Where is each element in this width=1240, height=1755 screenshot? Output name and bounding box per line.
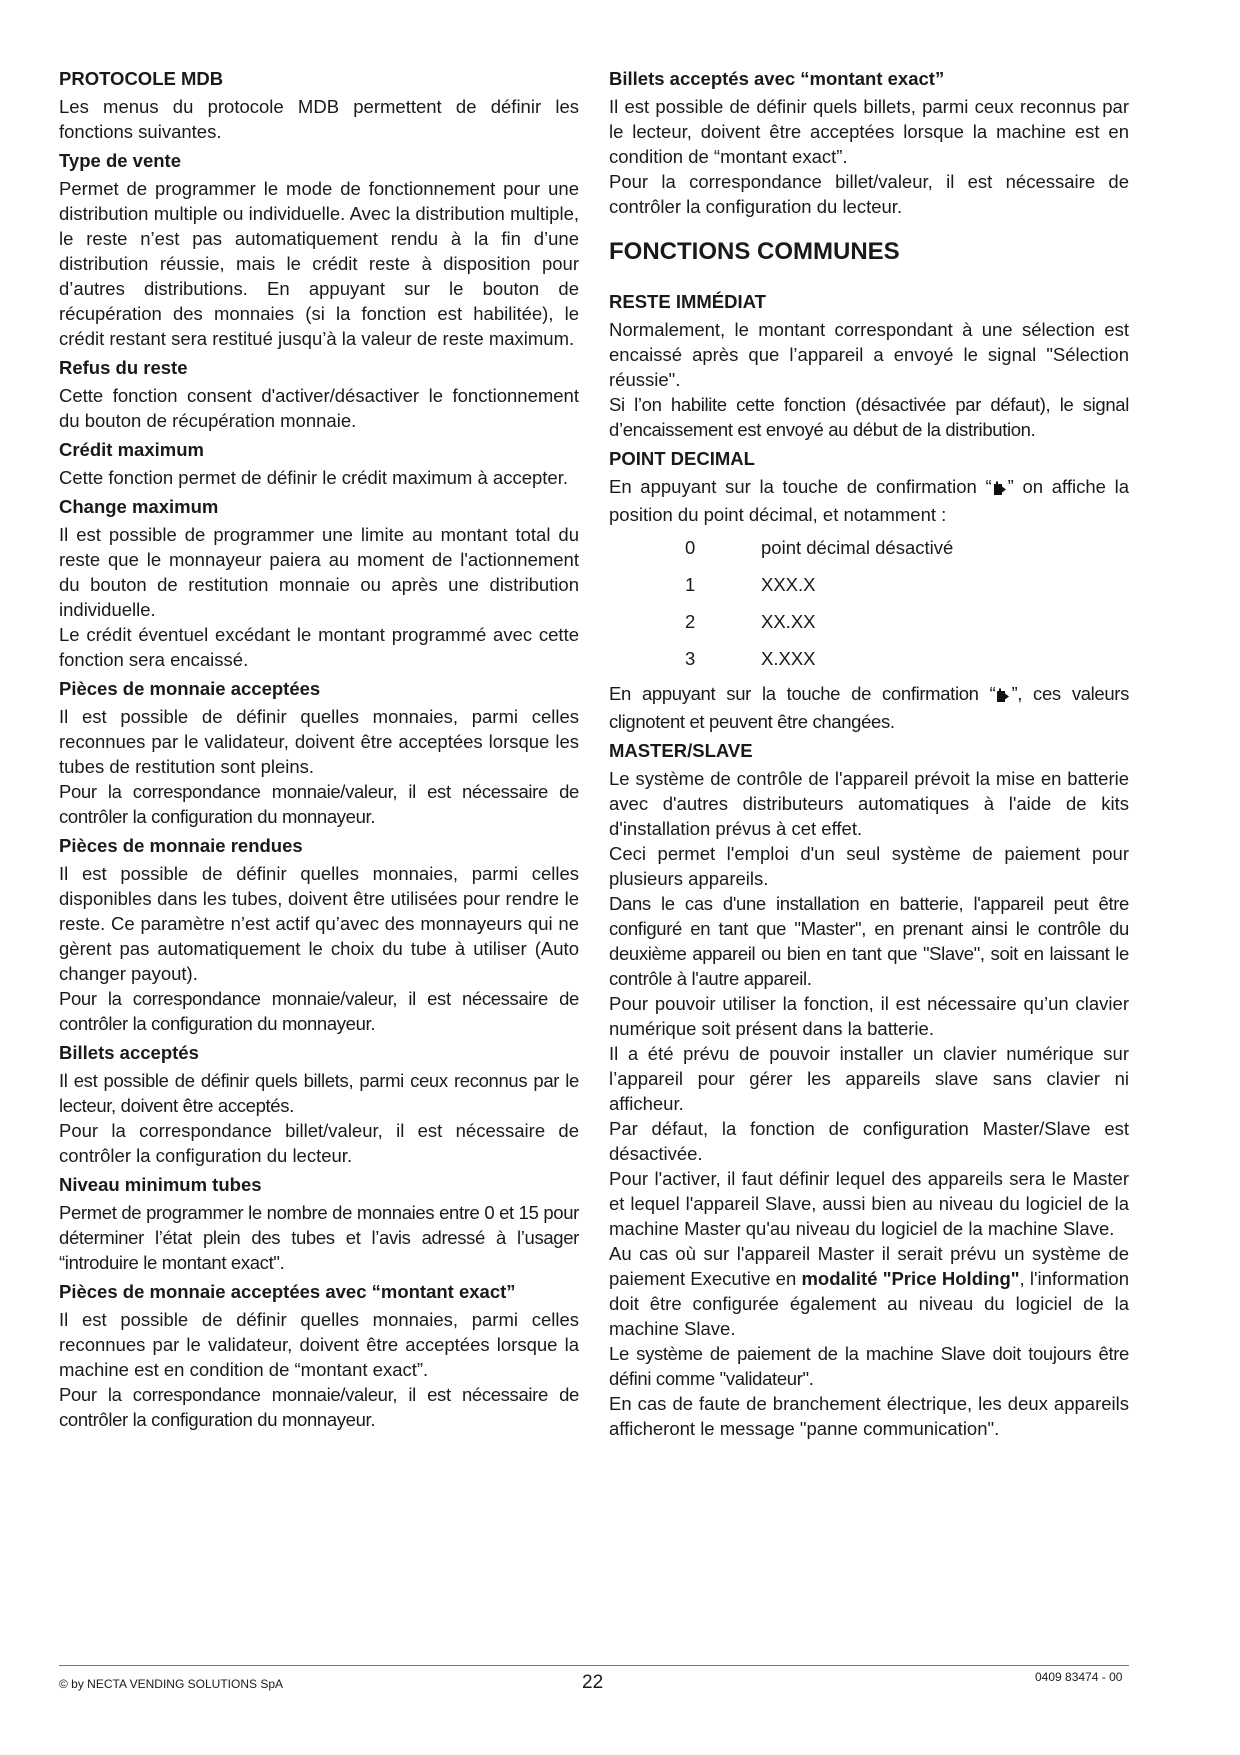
row-number: 0 — [685, 536, 696, 558]
row-number: 3 — [685, 647, 696, 669]
heading-billets-montant-exact: Billets acceptés avec “montant exact” — [609, 68, 945, 89]
intro-before: En appuyant sur la touche de confirmation “ — [609, 476, 992, 497]
paragraph: Il est possible de définir quelles monnaies, parmi celles reconnues par le validateur, doivent être acceptées lorsque les tubes de restitution sont pleins. — [59, 706, 579, 777]
heading-reste-immediat: RESTE IMMÉDIAT — [609, 291, 766, 312]
price-holding-emphasis: modalité "Price Holding" — [801, 1268, 1020, 1289]
paragraph: Il a été prévu de pouvoir installer un clavier numérique sur l’appareil pour gérer les appareils slave sans clavier ni afficheur. — [609, 1043, 1129, 1114]
table-row — [609, 603, 1129, 640]
table-row — [609, 640, 1129, 677]
footer-copyright: © by NECTA VENDING SOLUTIONS SpA — [59, 1677, 284, 1691]
page-number: 22 — [582, 1672, 604, 1693]
paragraph: Pour pouvoir utiliser la fonction, il est nécessaire qu’un clavier numérique soit présent dans la batterie. — [609, 993, 1129, 1039]
document-code: 0409 83474 - 00 — [1035, 1670, 1123, 1684]
point-decimal-outro — [609, 681, 1129, 734]
footer-divider — [59, 1665, 1129, 1666]
paragraph: Cette fonction permet de définir le crédit maximum à accepter. — [59, 467, 568, 488]
row-value: X.XXX — [761, 647, 816, 669]
paragraph: Pour la correspondance monnaie/valeur, il est nécessaire de contrôler la configuration du monnayeur. — [59, 781, 579, 827]
right-column — [609, 66, 1129, 1441]
left-column — [59, 66, 579, 1432]
paragraph: Il est possible de définir quelles monnaies, parmi celles reconnues par le validateur, doivent être acceptées lorsque la machine est en condition de “montant exact”. — [59, 1309, 579, 1380]
paragraph: Permet de programmer le nombre de monnaies entre 0 et 15 pour déterminer l’état plein des tubes et l’avis adressé à l’usager “introduire le montant exact". — [59, 1202, 579, 1273]
exec-before: Au cas où sur l'appareil Master il serait prévu un système de paiement Executive en — [609, 1243, 1129, 1289]
section-title-fonctions-communes: FONCTIONS COMMUNES — [609, 238, 900, 265]
paragraph: Le crédit éventuel excédant le montant programmé avec cette fonction sera encaissé. — [59, 624, 579, 670]
paragraph: Permet de programmer le mode de fonctionnement pour une distribution multiple ou individuelle. Avec la distribution multiple, le reste n’est pas automatiquement rendu à la fin d’une distribution réussie, mais le crédit reste à disposition pour d’autres distributions. En appuyant sur le bouton de récupération des monnaies (si la fonction est habilitée), le crédit restant sera restitué jusqu’à la valeur de reste maximum. — [59, 178, 579, 349]
row-value: XXX.X — [761, 573, 816, 595]
executive-paragraph — [609, 1241, 1129, 1341]
heading-master-slave: MASTER/SLAVE — [609, 740, 753, 761]
paragraph: Cette fonction consent d'activer/désactiver le fonctionnement du bouton de récupération monnaie. — [59, 385, 579, 431]
paragraph: Normalement, le montant correspondant à une sélection est encaissé après que l’appareil a envoyé le signal "Sélection réussie". — [609, 319, 1129, 390]
heading-type-de-vente: Type de vente — [59, 150, 182, 171]
paragraph: Si l’on habilite cette fonction (désactivée par défaut), le signal d’encaissement est envoyé au début de la distribution. — [609, 394, 1129, 440]
paragraph: En cas de faute de branchement électrique, les deux appareils afficheront le message "panne communication". — [609, 1393, 1129, 1439]
heading-credit-maximum: Crédit maximum — [59, 439, 204, 460]
row-number: 1 — [685, 573, 696, 595]
intro-after: ” on affiche la position du point décimal, et notamment : — [609, 476, 1129, 525]
table-row — [609, 566, 1129, 603]
heading-niveau-minimum-tubes: Niveau minimum tubes — [59, 1174, 262, 1195]
heading-change-maximum: Change maximum — [59, 496, 219, 517]
row-value: XX.XX — [761, 610, 816, 632]
row-number: 2 — [685, 610, 696, 632]
heading-billets-acceptes: Billets acceptés — [59, 1042, 199, 1063]
point-decimal-intro — [609, 474, 1129, 527]
exec-after: , l'information doit être configurée également au niveau du logiciel de la machine Slave. — [609, 1268, 1129, 1339]
paragraph: Il est possible de définir quels billets, parmi ceux reconnus par le lecteur, doivent être acceptées lorsque la machine est en condition de “montant exact”. — [609, 96, 1129, 167]
paragraph: Il est possible de définir quelles monnaies, parmi celles disponibles dans les tubes, doivent être utilisées pour rendre le reste. Ce paramètre n’est actif qu’avec des monnayeurs qui ne gèrent pas automatiquement le choix du tube à utiliser (Auto changer payout). — [59, 863, 579, 984]
heading-point-decimal: POINT DECIMAL — [609, 448, 755, 469]
decimal-point-table — [609, 529, 1129, 677]
paragraph: Pour la correspondance billet/valeur, il est nécessaire de contrôler la configuration du lecteur. — [59, 1120, 579, 1166]
heading-pieces-montant-exact: Pièces de monnaie acceptées avec “montant exact” — [59, 1281, 516, 1302]
paragraph: Le système de paiement de la machine Slave doit toujours être défini comme "validateur". — [609, 1343, 1129, 1389]
outro-after: ”, ces valeurs clignotent et peuvent être changées. — [609, 683, 1130, 732]
paragraph: Ceci permet l'emploi d'un seul système de paiement pour plusieurs appareils. — [609, 843, 1129, 889]
outro-before: En appuyant sur la touche de confirmation “ — [609, 683, 996, 704]
section-title-protocole-mdb: PROTOCOLE MDB — [59, 68, 224, 89]
paragraph: Dans le cas d'une installation en batterie, l'appareil peut être configuré en tant que "Master", en prenant ainsi le contrôle du deuxième appareil ou bien en tant que "Slave", soit en laissant le contrôle à l'autre appareil. — [609, 893, 1129, 989]
intro-text: Les menus du protocole MDB permettent de définir les fonctions suivantes. — [59, 96, 579, 142]
heading-refus-du-reste: Refus du reste — [59, 357, 188, 378]
paragraph: Pour la correspondance billet/valeur, il est nécessaire de contrôler la configuration du lecteur. — [609, 171, 1129, 217]
paragraph: Par défaut, la fonction de configuration Master/Slave est désactivée. — [609, 1118, 1129, 1164]
heading-pieces-acceptees: Pièces de monnaie acceptées — [59, 678, 321, 699]
paragraph: Pour l'activer, il faut définir lequel des appareils sera le Master et lequel l'appareil Slave, aussi bien au niveau du logiciel de la machine Master qu'au niveau du logiciel de la machine Slave. — [609, 1168, 1129, 1239]
table-row — [609, 529, 1129, 566]
enter-key-icon — [993, 477, 1007, 502]
paragraph: Le système de contrôle de l'appareil prévoit la mise en batterie avec d'autres distributeurs automatiques à l'aide de kits d'installation prévus à cet effet. — [609, 768, 1129, 839]
paragraph: Pour la correspondance monnaie/valeur, il est nécessaire de contrôler la configuration du monnayeur. — [59, 1384, 579, 1430]
row-value: point décimal désactivé — [761, 536, 954, 558]
enter-key-icon — [996, 684, 1010, 709]
paragraph: Il est possible de programmer une limite au montant total du reste que le monnayeur paiera au moment de l'actionnement du bouton de restitution monnaie ou après une distribution individuelle. — [59, 524, 579, 620]
paragraph: Pour la correspondance monnaie/valeur, il est nécessaire de contrôler la configuration du monnayeur. — [59, 988, 579, 1034]
paragraph: Il est possible de définir quels billets, parmi ceux reconnus par le lecteur, doivent être acceptés. — [59, 1070, 579, 1116]
heading-pieces-rendues: Pièces de monnaie rendues — [59, 835, 303, 856]
